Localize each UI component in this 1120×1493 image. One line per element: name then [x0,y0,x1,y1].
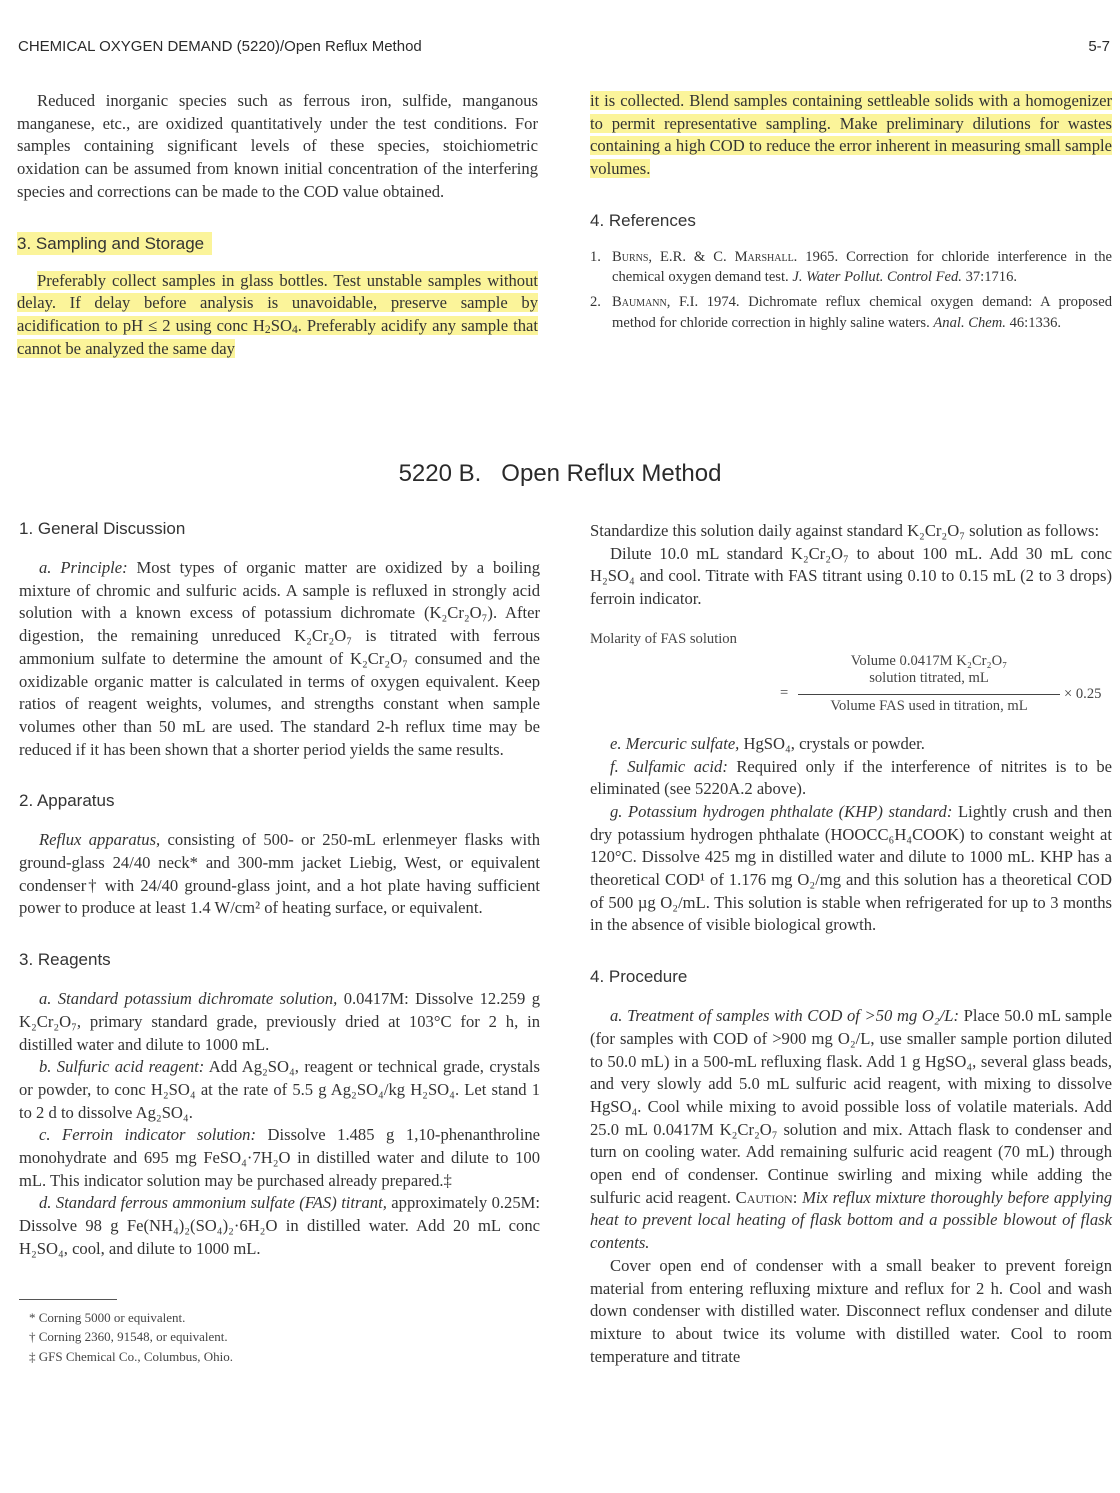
right-column [590,520,1112,1368]
procedure-a: a. Treatment of samples with COD of >50 mg O₂/L: Place 50.0 mL sample (for samples with COD of >900 mg O₂/L, use smaller sample portion diluted to 50.0 mL) in a 500-mL refluxing flask. Add 1 g HgSO₄, several glass beads, and very slowly add 5.0 mL sulfuric acid reagent, with mixing to dissolve HgSO₄. Cool while mixing to avoid possible loss of volatile materials. Add 25.0 mL 0.0417M K₂Cr₂O₇ solution and mix. Attach flask to condenser and turn on cooling water. Add remaining sulfuric acid reagent (70 mL) through open end of condenser. Continue swirling and mixing while adding the sulfuric acid reagent. Caution: Mix reflux mixture thoroughly before applying heat to prevent local heating of flask bottom and a possible blowout of flask contents. [590,1006,1112,1253]
general-discussion-heading: 1. General Discussion [19,519,186,538]
reagent-g: g. Potassium hydrogen phthalate (KHP) standard: Lightly crush and then dry potassium hydrogen phthalate (HOOCC₆H₄COOK) to constant weight at 120°C. Dissolve 425 mg in distilled water and dilute to 1000 mL. KHP has a theoretical COD¹ of 1.176 mg O₂/mg and this solution has a theoretical COD of 500 µg O₂/mL. This solution is stable when refrigerated for up to 3 months in the absence of visible biological growth. [590,801,1113,935]
reagent-a: a. Standard potassium dichromate solution, 0.0417M: Dissolve 12.259 g K₂Cr₂O₇, primary standard grade, previously dried at 103°C for 2 h, in distilled water and dilute to 1000 mL. [19,989,540,1054]
section-title: 5220 B. Open Reflux Method [398,460,722,487]
reagent-c: c. Ferroin indicator solution: Dissolve 1.485 g 1,10-phenanthroline monohydrate and 695 mg FeSO₄·7H₂O in distilled water and dilute to 100 mL. This indicator solution may be purchased already prepared.‡ [19,1125,540,1190]
references-list [590,247,1112,333]
footnote: ‡ GFS Chemical Co., Columbus, Ohio. [29,1348,234,1364]
formula-denominator: Volume FAS used in titration, mL [830,697,1028,714]
reference-item: 1. Burns, E.R. & C. Marshall. 1965. Correction for chloride interference in the chemical oxygen demand test. J. Water Pollut. Control Fed. 37:1716. [590,248,1112,286]
reagent-b: b. Sulfuric acid reagent: Add Ag₂SO₄, reagent or technical grade, crystals or powder, to conc H₂SO₄ at the rate of 5.5 g Ag₂SO₄/kg H₂SO₄. Let stand 1 to 2 d to dissolve Ag₂SO₄. [19,1057,541,1122]
sampling-paragraph: Preferably collect samples in glass bottles. Test unstable samples without delay. If delay before analysis is unavoidable, preserve sample by acidification to pH ≤ 2 using conc $H_2SO_4$. Preferably acidify any sample that cannot be analyzed the same day [17,270,538,358]
fraction-bar [798,694,1060,695]
page-number: 5-7 [1088,38,1110,55]
footnote: * Corning 5000 or equivalent. [29,1309,186,1325]
formula-numerator: Volume 0.0417M K₂Cr₂O₇ solution titrated, mL [850,652,1008,686]
procedure-heading: 4. Procedure [590,967,688,987]
formula-multiplier: × 0.25 [1064,685,1102,702]
sampling-heading: 3. Sampling and Storage [17,234,538,254]
intro-paragraph: Reduced inorganic species such as ferrous iron, sulfide, manganous manganese, etc., are oxidized quantitatively under the test conditions. For samples containing significant levels of these species, stoichiometric oxidation can be assumed from known initial concentration of the interfering species and corrections can be made to the COD value obtained. [17,91,538,201]
top-left-column [17,90,538,360]
top-right-column [590,90,1112,337]
formula-label: Molarity of FAS solution [590,630,737,647]
molarity-formula [590,631,1112,723]
reagent-d: d. Standard ferrous ammonium sulfate (FAS) titrant, approximately 0.25M: Dissolve 98 g Fe(NH₄)₂(SO₄)₂·6H₂O in distilled water. Add 20 mL conc H₂SO₄, cool, and dilute to 1000 mL. [19,1193,540,1258]
running-header-left: CHEMICAL OXYGEN DEMAND (5220)/Open Reflux Method [18,38,422,55]
references-heading: 4. References [590,210,696,230]
footnotes [19,1308,540,1367]
principle-paragraph: a. Principle: Most types of organic matter are oxidized by a boiling mixture of chromic and sulfuric acids. A sample is refluxed in strongly acid solution with a known excess of potassium dichromate (K₂Cr₂O₇). After digestion, the remaining unreduced K₂Cr₂O₇ is titrated with ferrous ammonium sulfate to determine the amount of K₂Cr₂O₇ consumed and the oxidizable organic matter is calculated in terms of oxygen equivalent. Keep ratios of reagent weights, volumes, and strengths constant when sample volumes other than 50 mL are used. The standard 2-h reflux time may be reduced if it has been shown that a shorter period yields the same results. [19,558,540,759]
standardize-paragraph: Standardize this solution daily against standard K₂Cr₂O₇ solution as follows: [590,521,1100,540]
footnote: † Corning 2360, 91548, or equivalent. [29,1329,228,1345]
sampling-continued: it is collected. Blend samples containing settleable solids with a homogenizer to permit representative sampling. Make preliminary dilutions for wastes containing a high COD to reduce the error inherent in measuring small sample volumes. [590,91,1112,179]
left-column [19,519,540,1366]
reagent-e: e. Mercuric sulfate, HgSO₄, crystals or powder. [610,733,925,753]
apparatus-paragraph: Reflux apparatus, consisting of 500- or 250-mL erlenmeyer flasks with ground-glass 24/40 neck* and 300-mm jacket Liebig, West, or equivalent condenser† with 24/40 ground-glass joint, and a hot plate having sufficient power to produce at least 1.4 W/cm² of heating surface, or equivalent. [19,830,540,918]
reagents-heading: 3. Reagents [19,950,111,970]
reagent-f: f. Sulfamic acid: Required only if the interference of nitrites is to be eliminated (see 5220A.2 above). [590,756,1112,799]
dilute-paragraph: Dilute 10.0 mL standard K₂Cr₂O₇ to about 100 mL. Add 30 mL conc H₂SO₄ and cool. Titrate with FAS titrant using 0.10 to 0.15 mL (2 to 3 drops) ferroin indicator. [590,543,1112,609]
apparatus-heading: 2. Apparatus [19,791,115,811]
formula-equals: = [780,684,789,701]
footnote-rule [19,1299,117,1300]
reference-item: 2. Baumann, F.I. 1974. Dichromate reflux chemical oxygen demand: A proposed method for chloride correction in highly saline waters. Anal. Chem. 46:1336. [590,294,1112,331]
procedure-cover: Cover open end of condenser with a small beaker to prevent foreign material from entering refluxing mixture and reflux for 2 h. Cool and wash down condenser with distilled water. Disconnect reflux condenser and dilute mixture to about twice its volume with distilled water. Cool to room temperature and titrate [590,1255,1112,1366]
